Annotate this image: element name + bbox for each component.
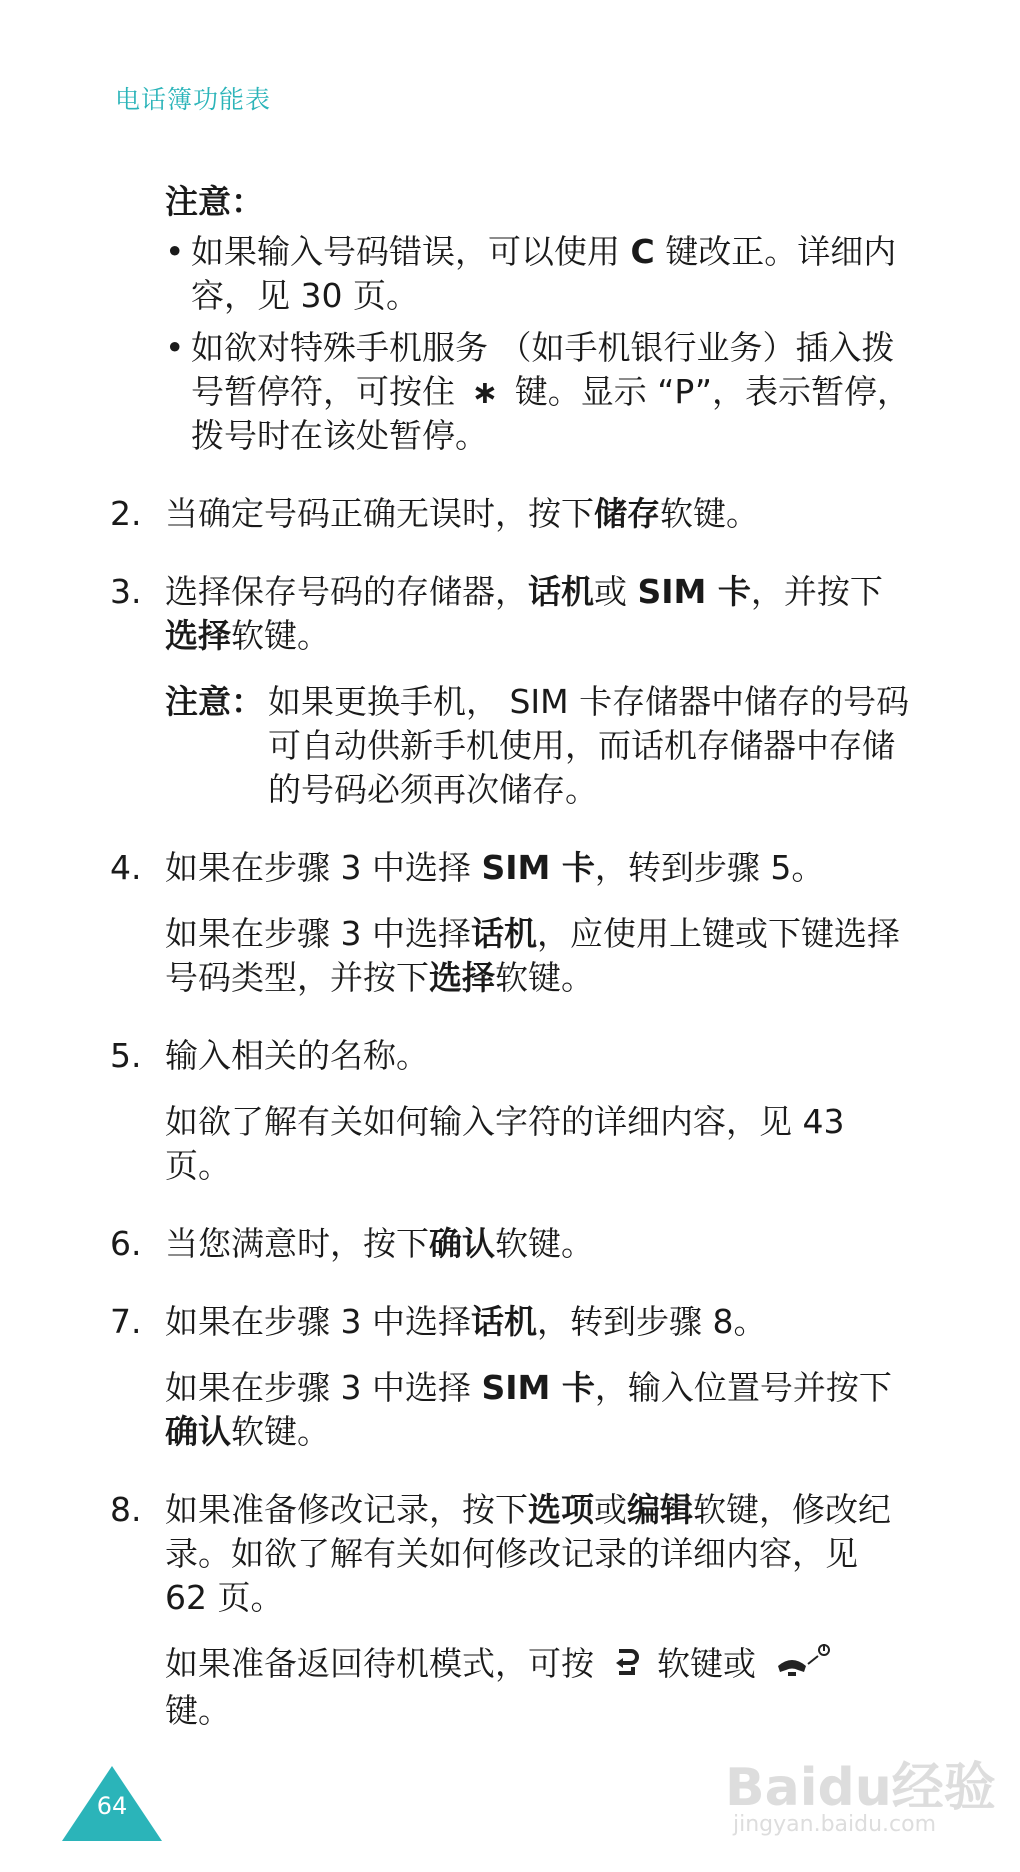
page-number: 64 [96,1792,128,1820]
step-2: 2. 当确定号码正确无误时，按下储存软键。 [110,494,759,533]
back-arrow-icon [613,1644,639,1688]
section-header: 电话簿功能表 [115,85,272,114]
step-6: 6. 当您满意时，按下确认软键。 [110,1224,594,1263]
step-7-detail: 如果在步骤 3 中选择 SIM 卡，输入位置号并按下确认软键。 [165,1368,892,1451]
watermark-url: jingyan.baidu.com [733,1812,937,1837]
step-8-detail: 如果准备返回待机模式，可按 软键或 键。 [165,1642,910,1733]
note-title: 注意： [165,182,264,221]
note-bullet: • 如果输入号码错误，可以使用 C 键改正。详细内容，见 30 页。 [165,230,910,318]
step-7: 7. 如果在步骤 3 中选择话机，转到步骤 8。 [110,1302,767,1341]
step-4: 4. 如果在步骤 3 中选择 SIM 卡，转到步骤 5。 [110,848,825,887]
step-3: 3. 选择保存号码的存储器，话机或 SIM 卡，并按下选择软键。 [110,572,883,655]
step-4-detail: 如果在步骤 3 中选择话机，应使用上键或下键选择号码类型，并按下选择软键。 [165,914,900,997]
star-key-icon: ∗ [471,373,499,411]
step-5: 5. 输入相关的名称。 [110,1036,429,1075]
end-call-power-icon [774,1642,832,1689]
step-3-note: 注意： 如果更换手机， SIM 卡存储器中储存的号码可自动供新手机使用，而话机存储器中存储的号码必须再次储存。 [165,682,910,809]
page-content [110,180,910,1733]
step-8: 8. 如果准备修改记录，按下选项或编辑软键，修改纪录。如欲了解有关如何修改记录的详细内容，见 62 页。 [110,1490,891,1617]
watermark-logo: Baidu经验 [725,1758,996,1818]
note-bullets [165,230,910,458]
step-5-detail: 如欲了解有关如何输入字符的详细内容，见 43 页。 [165,1102,845,1185]
note-bullet: • 如欲对特殊手机服务 （如手机银行业务）插入拨号暂停符，可按住 ∗ 键。显示 “P”，表示暂停，拨号时在该处暂停。 [165,326,910,458]
